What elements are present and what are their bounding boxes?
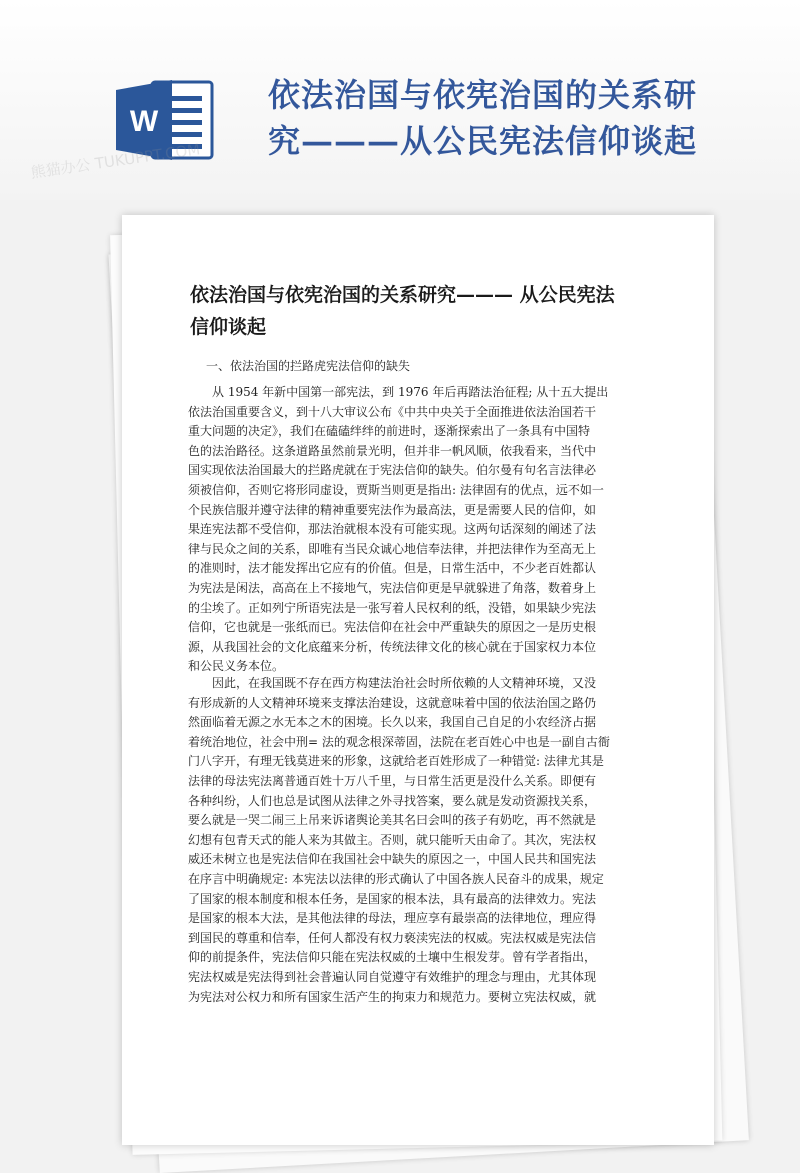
paragraph-line: 宪法权威是宪法得到社会普遍认同自觉遵守有效维护的理念与理由，尤其体现	[188, 969, 597, 984]
paragraph-line: 国实现依法治国最大的拦路虎就在于宪法信仰的缺失。伯尔曼有句名言法律必	[188, 463, 597, 478]
paragraph-line: 信仰，它也就是一张纸而已。宪法信仰在社会中严重缺失的原因之一是历史根	[188, 620, 597, 635]
paragraph-line: 律与民众之间的关系，即唯有当民众诚心地信奉法律，并把法律作为至高无上	[188, 541, 597, 556]
section-heading: 一、依法治国的拦路虎宪法信仰的缺失	[206, 359, 411, 373]
paragraph-line: 仰的前提条件，宪法信仰只能在宪法权威的土壤中生根发芽。曾有学者指出，	[188, 950, 597, 965]
paragraph-line: 须被信仰，否则它将形同虚设，贾斯当则更是指出: 法律固有的优点，远不如一	[188, 482, 604, 497]
paragraph-1	[188, 383, 658, 677]
paragraph-line: 色的法治路径。这条道路虽然前景光明，但并非一帆风顺，依我看来，当代中	[188, 443, 597, 458]
paragraph-line: 到国民的尊重和信奉，任何人都没有权力亵渎宪法的权威。宪法权威是宪法信	[188, 930, 597, 945]
paragraph-line: 各种纠纷，人们也总是试图从法律之外寻找答案，要么就是发动资源找关系，	[188, 793, 597, 808]
document-page	[122, 215, 714, 1145]
paragraph-line: 然面临着无源之水无本之木的困境。长久以来，我国自己自足的小农经济占据	[188, 715, 597, 730]
paragraph-line: 为宪法对公权力和所有国家生活产生的拘束力和规范力。要树立宪法权威，就	[188, 989, 597, 1004]
document-title-line-2: 信仰谈起	[190, 316, 267, 338]
document-title-line-1: 依法治国与依宪治国的关系研究——— 从公民宪法	[190, 284, 615, 306]
paragraph-2	[188, 674, 658, 1007]
header-title-line-2: 究———从公民宪法信仰谈起	[268, 122, 698, 160]
word-document-icon	[112, 76, 216, 164]
paragraph-line: 重大问题的决定》，我们在磕磕绊绊的前进时，逐渐探索出了一条具有中国特	[188, 424, 591, 439]
paragraph-line: 要么就是一哭二闹三上吊来诉诸舆论美其名曰会叫的孩子有奶吃，再不然就是	[188, 813, 597, 828]
paragraph-line: 为宪法是闲法，高高在上不接地气，宪法信仰更是早就躲进了角落，数着身上	[188, 580, 597, 595]
paragraph-line: 从 1954 年新中国第一部宪法，到 1976 年后再踏法治征程; 从十五大提出	[188, 385, 609, 399]
svg-text:W: W	[129, 105, 159, 138]
paragraph-line: 幻想有包青天式的能人来为其做主。否则，就只能听天由命了。其次，宪法权	[188, 832, 597, 847]
paragraph-line: 的准则时，法才能发挥出它应有的价值。但是，日常生活中，不少老百姓都认	[188, 561, 597, 576]
paragraph-line: 的尘埃了。正如列宁所语宪法是一张写着人民权利的纸，没错，如果缺少宪法	[188, 600, 597, 615]
paragraph-line: 在序言中明确规定: 本宪法以法律的形式确认了中国各族人民奋斗的成果，规定	[188, 871, 604, 886]
paragraph-line: 依法治国重要含义，到十八大审议公布《中共中央关于全面推进依法治国若干	[188, 404, 597, 419]
paragraph-line: 个民族信服并遵守法律的精神重要宪法作为最高法，更是需要人民的信仰，如	[188, 502, 597, 517]
page-header	[0, 0, 800, 200]
paragraph-line: 了国家的根本制度和根本任务，是国家的根本法，具有最高的法律效力。宪法	[188, 891, 597, 906]
paragraph-line: 因此，在我国既不存在西方构建法治社会时所依赖的人文精神环境，又没	[188, 676, 597, 690]
paragraph-line: 着统治地位，社会中刑= 法的观念根深蒂固，法院在老百姓心中也是一副自古衙	[188, 734, 610, 749]
header-title-line-1: 依法治国与依宪治国的关系研	[268, 76, 698, 114]
document-title	[190, 279, 650, 343]
header-title	[268, 72, 698, 164]
paragraph-line: 门八字开，有理无钱莫进来的形象，这就给老百姓形成了一种错觉: 法律尤其是	[188, 754, 604, 769]
watermark-text: 熊猫办公 TUKUPPT.COM	[29, 140, 202, 182]
paragraph-line: 威还未树立也是宪法信仰在我国社会中缺失的原因之一，中国人民共和国宪法	[188, 852, 597, 867]
paragraph-line: 是国家的根本大法，是其他法律的母法，理应享有最崇高的法律地位，理应得	[188, 911, 597, 926]
paragraph-line: 法律的母法宪法离普通百姓十万八千里，与日常生活更是没什么关系。即便有	[188, 773, 597, 788]
paragraph-line: 和公民义务本位。	[188, 659, 285, 674]
paragraph-line: 有形成新的人文精神环境来支撑法治建设，这就意味着中国的依法治国之路仍	[188, 695, 597, 710]
paragraph-line: 源，从我国社会的文化底蕴来分析，传统法律文化的核心就在于国家权力本位	[188, 639, 597, 654]
paragraph-line: 果连宪法都不受信仰，那法治就根本没有可能实现。这两句话深刻的阐述了法	[188, 522, 597, 537]
